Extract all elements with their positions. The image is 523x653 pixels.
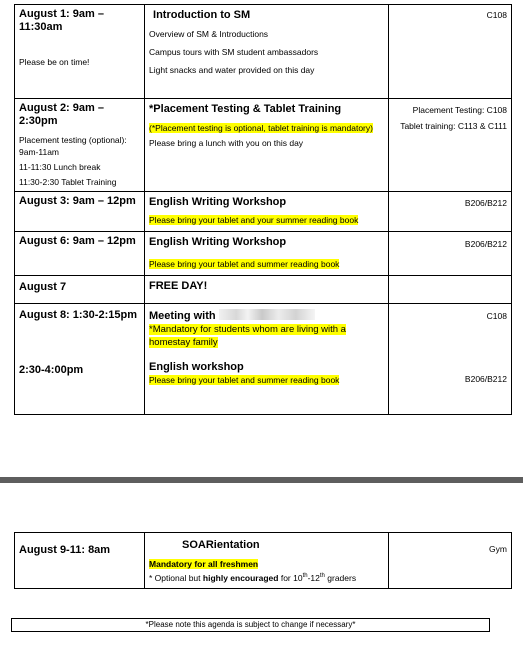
row-room: C108 (486, 10, 507, 20)
room-cell (389, 192, 512, 232)
row-note: Please be on time! (19, 57, 90, 67)
highlighted-note: Please bring your tablet and summer reading book (149, 375, 340, 385)
date-cell (15, 192, 145, 232)
row-title: *Placement Testing & Tablet Training (149, 103, 342, 115)
room-cell (389, 533, 512, 589)
date-cell (15, 304, 145, 415)
room-cell (389, 232, 512, 276)
row-date: August 8: 1:30-2:15pm (19, 309, 137, 321)
row-date: August 2: 9am – 2:30pm (19, 102, 104, 127)
table-row (15, 533, 512, 589)
footer-note: *Please note this agenda is subject to change if necessary* (11, 618, 490, 632)
row-line: Campus tours with SM student ambassadors (149, 47, 319, 57)
highlighted-note: Please bring your tablet and your summer reading book (149, 215, 359, 225)
highlighted-note: Mandatory for all freshmen (149, 559, 259, 569)
row-note: Placement testing (optional): 9am-11am (19, 135, 127, 157)
row-room: B206/B212 (464, 374, 507, 384)
date-cell (15, 276, 145, 304)
row-room: C108 (486, 311, 507, 321)
row-date: August 7 (19, 281, 67, 293)
activity-cell (145, 99, 389, 192)
row-date: 2:30-4:00pm (19, 364, 84, 376)
row-date: August 9-11: 8am (19, 544, 111, 556)
activity-cell (145, 304, 389, 415)
room-cell (389, 276, 512, 304)
activity-cell (145, 232, 389, 276)
row-date: August 1: 9am – 11:30am (19, 8, 104, 33)
room-cell (389, 304, 512, 415)
row-line: Overview of SM & Introductions (149, 29, 269, 39)
highlighted-note: Please bring your tablet and summer reading book (149, 259, 340, 269)
highlighted-note: (*Placement testing is optional, tablet training is mandatory) (149, 123, 373, 133)
table-row (15, 99, 512, 192)
row-title: English Writing Workshop (149, 196, 287, 208)
row-room: Placement Testing: C108 (412, 105, 507, 115)
row-note: 11-11:30 Lunch break (19, 162, 101, 172)
row-date: August 6: 9am – 12pm (19, 235, 136, 247)
optional-line: * Optional but highly encouraged for 10th-12th graders (149, 573, 357, 583)
date-cell (15, 533, 145, 589)
room-cell (389, 5, 512, 99)
activity-cell (145, 192, 389, 232)
date-cell (15, 99, 145, 192)
activity-cell (145, 533, 389, 589)
row-date: August 3: 9am – 12pm (19, 195, 136, 207)
page-divider (0, 477, 523, 483)
redacted-name (219, 309, 315, 320)
schedule-table (14, 4, 512, 415)
row-line: Light snacks and water provided on this day (149, 65, 315, 75)
date-cell (15, 5, 145, 99)
table-row (15, 232, 512, 276)
row-note: 11:30-2:30 Tablet Training (19, 177, 117, 187)
row-room: Tablet training: C113 & C111 (400, 121, 507, 131)
highlighted-note: *Mandatory for students whom are living with a homestay family (149, 324, 346, 348)
row-title: SOARientation (182, 539, 260, 551)
room-cell (389, 99, 512, 192)
row-room: B206/B212 (464, 239, 507, 249)
table-row (15, 5, 512, 99)
orientation-table (14, 532, 512, 589)
activity-cell (145, 5, 389, 99)
table-row (15, 304, 512, 415)
table-row (15, 192, 512, 232)
table-row (15, 276, 512, 304)
activity-cell (145, 276, 389, 304)
row-line: Please bring a lunch with you on this day (149, 138, 304, 148)
row-title: FREE DAY! (149, 280, 208, 292)
row-room: B206/B212 (464, 198, 507, 208)
row-room: Gym (489, 544, 507, 554)
row-title: English workshop (149, 361, 244, 373)
row-title: Meeting with (149, 310, 216, 322)
row-title: English Writing Workshop (149, 236, 287, 248)
date-cell (15, 232, 145, 276)
row-title: Introduction to SM (153, 9, 251, 21)
